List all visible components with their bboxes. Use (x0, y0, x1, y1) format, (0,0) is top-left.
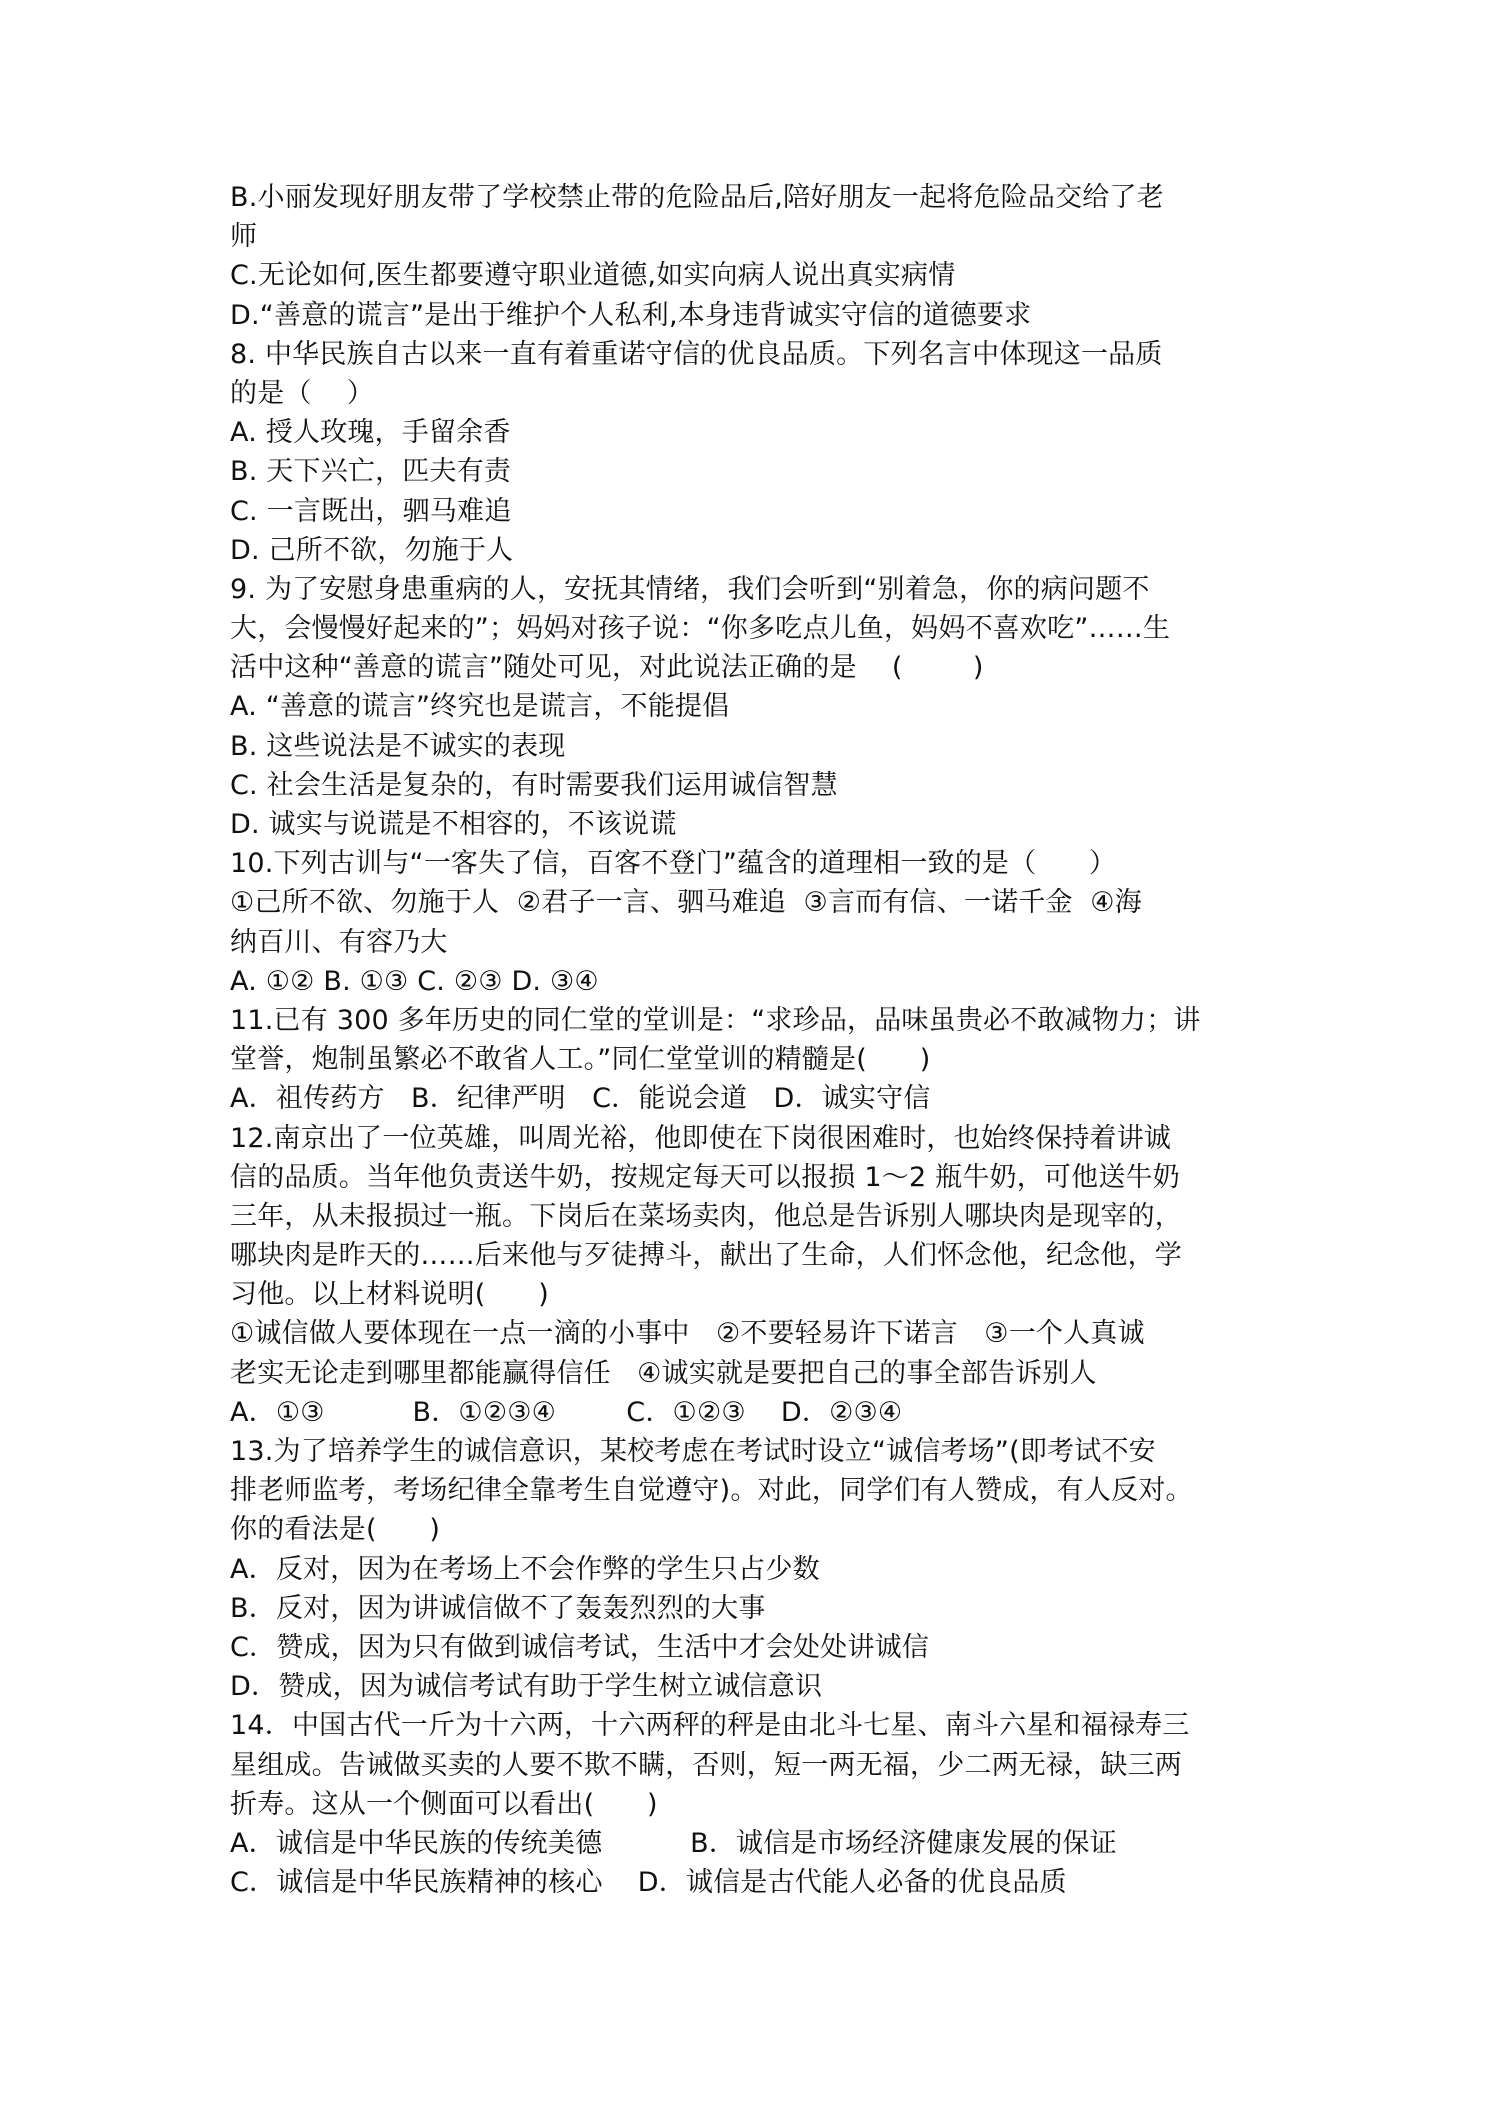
question-14-options-line-1: A．诚信是中华民族的传统美德 B．诚信是市场经济健康发展的保证 (230, 1827, 1117, 1859)
question-12-stem-line-1: 12.南京出了一位英雄，叫周光裕，他即使在下岗很困难时，也始终保持着讲诚 (230, 1122, 1172, 1154)
option-b-line-1: B.小丽发现好朋友带了学校禁止带的危险品后,陪好朋友一起将危险品交给了老 (230, 182, 1164, 213)
question-10-stem: 10.下列古训与“一客失了信，百客不登门”蕴含的道理相一致的是（ ） (230, 848, 1117, 880)
question-9-option-b: B. 这些说法是不诚实的表现 (230, 730, 566, 762)
question-12-items-line-2: 老实无论走到哪里都能赢得信任 ④诚实就是要把自己的事全部告诉别人 (230, 1357, 1097, 1389)
question-9-stem-line-1: 9. 为了安慰身患重病的人，安抚其情绪，我们会听到“别着急，你的病问题不 (230, 573, 1150, 605)
question-13-stem-line-3: 你的看法是( ) (230, 1514, 441, 1546)
option-d-line: D.“善意的谎言”是出于维护个人私利,本身违背诚实守信的道德要求 (230, 299, 1032, 331)
question-14-options-line-2: C．诚信是中华民族精神的核心 D．诚信是古代能人必备的优良品质 (230, 1867, 1067, 1899)
question-9-option-a: A. “善意的谎言”终究也是谎言，不能提倡 (230, 691, 730, 723)
question-13-option-c: C．赞成，因为只有做到诚信考试，生活中才会处处讲诚信 (230, 1631, 930, 1663)
question-11-stem-line-2: 堂誉，炮制虽繁必不敢省人工。”同仁堂堂训的精髓是( ) (230, 1044, 931, 1076)
question-13-option-b: B．反对，因为讲诚信做不了轰轰烈烈的大事 (230, 1592, 766, 1624)
question-13-option-a: A．反对，因为在考场上不会作弊的学生只占少数 (230, 1553, 820, 1585)
option-c-line: C.无论如何,医生都要遵守职业道德,如实向病人说出真实病情 (230, 260, 956, 292)
question-13-stem-line-2: 排老师监考，考场纪律全靠考生自觉遵守)。对此，同学们有人赞成，有人反对。 (230, 1475, 1193, 1507)
question-8-option-a: A. 授人玫瑰，手留余香 (230, 417, 511, 449)
question-10-options: A. ①② B. ①③ C. ②③ D. ③④ (230, 965, 599, 997)
question-12-stem-line-5: 习他。以上材料说明( ) (230, 1279, 549, 1311)
question-12-stem-line-2: 信的品质。当年他负责送牛奶，按规定每天可以报损 1～2 瓶牛奶，可他送牛奶 (230, 1161, 1180, 1193)
document-page (230, 178, 1270, 1902)
question-12-stem-line-4: 哪块肉是昨天的……后来他与歹徒搏斗，献出了生命，人们怀念他，纪念他，学 (230, 1240, 1182, 1272)
question-9-option-c: C. 社会生活是复杂的，有时需要我们运用诚信智慧 (230, 769, 838, 801)
question-13-stem-line-1: 13.为了培养学生的诚信意识，某校考虑在考试时设立“诚信考场”(即考试不安 (230, 1436, 1156, 1467)
question-10-items-line-1: ①己所不欲、勿施于人 ②君子一言、驷马难追 ③言而有信、一诺千金 ④海 (230, 887, 1142, 919)
question-11-stem-line-1: 11.已有 300 多年历史的同仁堂的堂训是：“求珍品，品味虽贵必不敢减物力；讲 (230, 1004, 1201, 1036)
question-14-stem-line-3: 折寿。这从一个侧面可以看出( ) (230, 1788, 658, 1820)
question-14-stem-line-2: 星组成。告诫做买卖的人要不欺不瞒，否则，短一两无福，少二两无禄，缺三两 (230, 1749, 1182, 1781)
question-8-option-c: C. 一言既出，驷马难追 (230, 495, 512, 527)
question-9-stem-line-3: 活中这种“善意的谎言”随处可见，对此说法正确的是 ( ) (230, 652, 984, 684)
question-8-stem-line-1: 8. 中华民族自古以来一直有着重诺守信的优良品质。下列名言中体现这一品质 (230, 338, 1163, 370)
question-13-option-d: D．赞成，因为诚信考试有助于学生树立诚信意识 (230, 1671, 823, 1703)
question-12-options: A．①③ B．①②③④ C．①②③ D．②③④ (230, 1396, 903, 1428)
question-11-options: A．祖传药方 B．纪律严明 C．能说会道 D．诚实守信 (230, 1083, 931, 1115)
question-10-items-line-2: 纳百川、有容乃大 (230, 926, 448, 958)
question-14-stem-line-1: 14．中国古代一斤为十六两，十六两秤的秤是由北斗七星、南斗六星和福禄寿三 (230, 1710, 1190, 1742)
question-12-items-line-1: ①诚信做人要体现在一点一滴的小事中 ②不要轻易许下诺言 ③一个人真诚 (230, 1318, 1145, 1350)
option-b-line-2: 师 (230, 221, 258, 253)
question-12-stem-line-3: 三年，从未报损过一瓶。下岗后在菜场卖肉，他总是告诉别人哪块肉是现宰的， (230, 1200, 1182, 1232)
question-8-option-d: D. 己所不欲，勿施于人 (230, 534, 514, 566)
question-9-option-d: D. 诚实与说谎是不相容的，不该说谎 (230, 809, 677, 840)
question-9-stem-line-2: 大，会慢慢好起来的”；妈妈对孩子说：“你多吃点儿鱼，妈妈不喜欢吃”……生 (230, 613, 1171, 645)
question-8-stem-line-2: 的是（ ） (230, 377, 374, 409)
question-8-option-b: B. 天下兴亡，匹夫有责 (230, 456, 512, 488)
